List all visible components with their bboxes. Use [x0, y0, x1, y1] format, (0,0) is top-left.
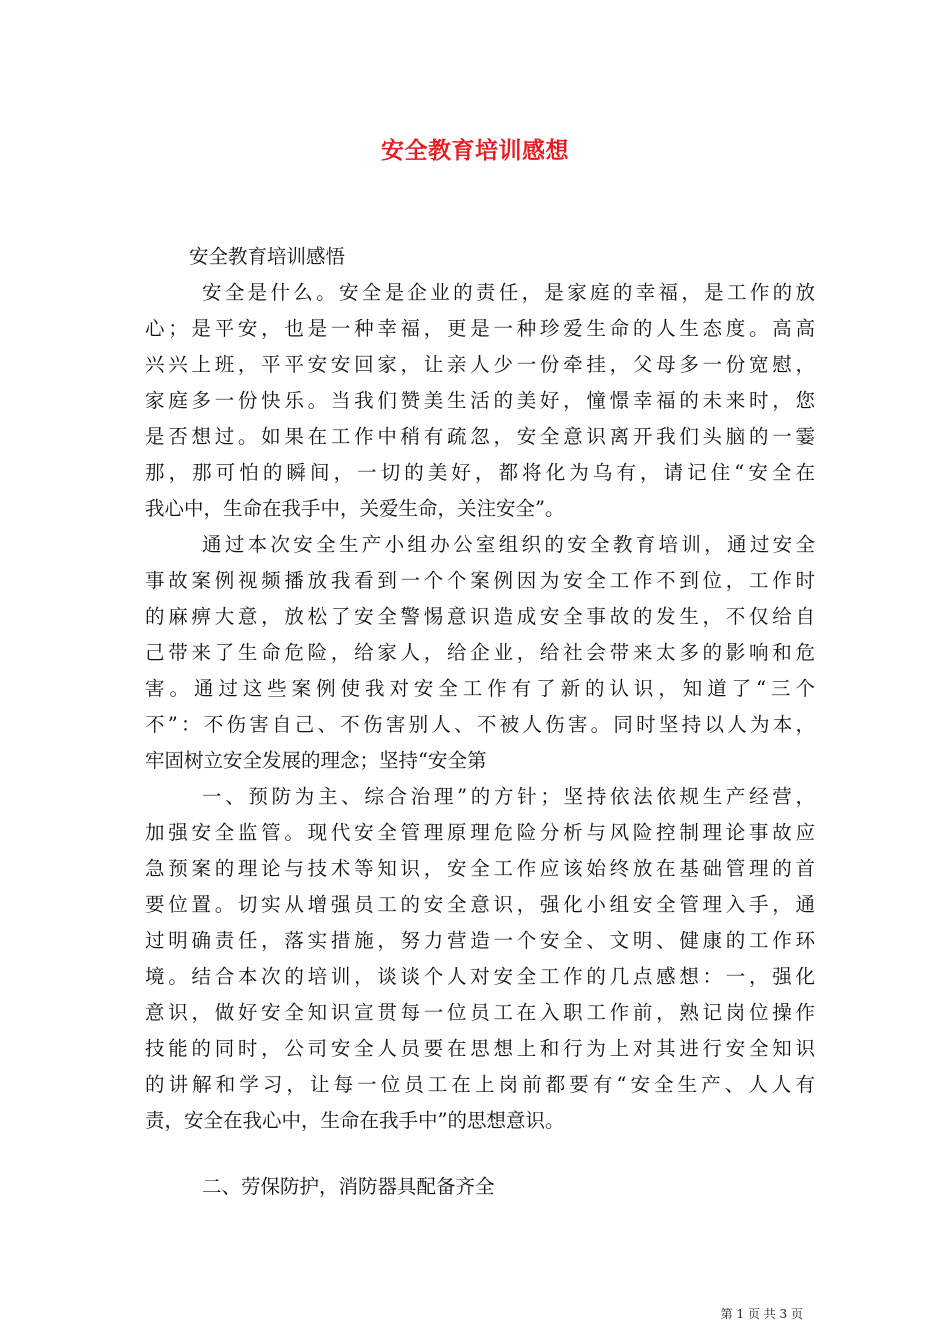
paragraph-3-line: 急预案的理论与技术等知识，安全工作应该始终放在基础管理的首 — [145, 857, 815, 880]
paragraph-2-line: 不”：不伤害自己、不伤害别人、不被人伤害。同时坚持以人为本， — [145, 713, 815, 736]
paragraph-1-line: 我心中，生命在我手中，关爱生命，关注安全”。 — [145, 497, 565, 520]
section-heading-2: 二、劳保防护，消防器具配备齐全 — [202, 1175, 495, 1198]
paragraph-3-line: 责，安全在我心中，生命在我手中”的思想意识。 — [145, 1109, 565, 1132]
paragraph-3-line: 境。结合本次的培训，谈谈个人对安全工作的几点感想：一，强化 — [145, 965, 815, 988]
paragraph-3-line: 要位置。切实从增强员工的安全意识，强化小组安全管理入手，通 — [145, 893, 815, 916]
document-title: 安全教育培训感想 — [381, 137, 569, 164]
paragraph-3-line: 过明确责任，落实措施，努力营造一个安全、文明、健康的工作环 — [145, 929, 815, 952]
paragraph-3-line: 的讲解和学习，让每一位员工在上岗前都要有“安全生产、人人有 — [145, 1073, 815, 1096]
paragraph-1-line: 那，那可怕的瞬间，一切的美好，都将化为乌有，请记住“安全在 — [145, 461, 815, 484]
paragraph-1-line: 心；是平安，也是一种幸福，更是一种珍爱生命的人生态度。高高 — [145, 317, 815, 340]
paragraph-2-line: 的麻痹大意，放松了安全警惕意识造成安全事故的发生，不仅给自 — [145, 605, 815, 628]
document-subtitle: 安全教育培训感悟 — [189, 245, 346, 268]
page-number: 第 1 页 共 3 页 — [720, 1307, 803, 1321]
paragraph-3-line: 一、预防为主、综合治理”的方针；坚持依法依规生产经营， — [202, 785, 815, 808]
paragraph-1-line: 家庭多一份快乐。当我们赞美生活的美好，憧憬幸福的未来时，您 — [145, 389, 815, 412]
paragraph-3-line: 意识，做好安全知识宣贯每一位员工在入职工作前，熟记岗位操作 — [145, 1001, 815, 1024]
paragraph-2-line: 牢固树立安全发展的理念；坚持“安全第 — [145, 749, 487, 772]
paragraph-1-line: 是否想过。如果在工作中稍有疏忽，安全意识离开我们头脑的一霎 — [145, 425, 815, 448]
paragraph-2-line: 事故案例视频播放我看到一个个案例因为安全工作不到位，工作时 — [145, 569, 815, 592]
paragraph-3-line: 加强安全监管。现代安全管理原理危险分析与风险控制理论事故应 — [145, 821, 815, 844]
paragraph-2-line: 己带来了生命危险，给家人，给企业，给社会带来太多的影响和危 — [145, 641, 815, 664]
paragraph-2-line: 通过本次安全生产小组办公室组织的安全教育培训，通过安全 — [202, 533, 815, 556]
paragraph-3-line: 技能的同时，公司安全人员要在思想上和行为上对其进行安全知识 — [145, 1037, 815, 1060]
paragraph-2-line: 害。通过这些案例使我对安全工作有了新的认识，知道了“三个 — [145, 677, 815, 700]
paragraph-1-line: 安全是什么。安全是企业的责任，是家庭的幸福，是工作的放 — [202, 281, 815, 304]
paragraph-1-line: 兴兴上班，平平安安回家，让亲人少一份牵挂，父母多一份宽慰， — [145, 353, 815, 376]
